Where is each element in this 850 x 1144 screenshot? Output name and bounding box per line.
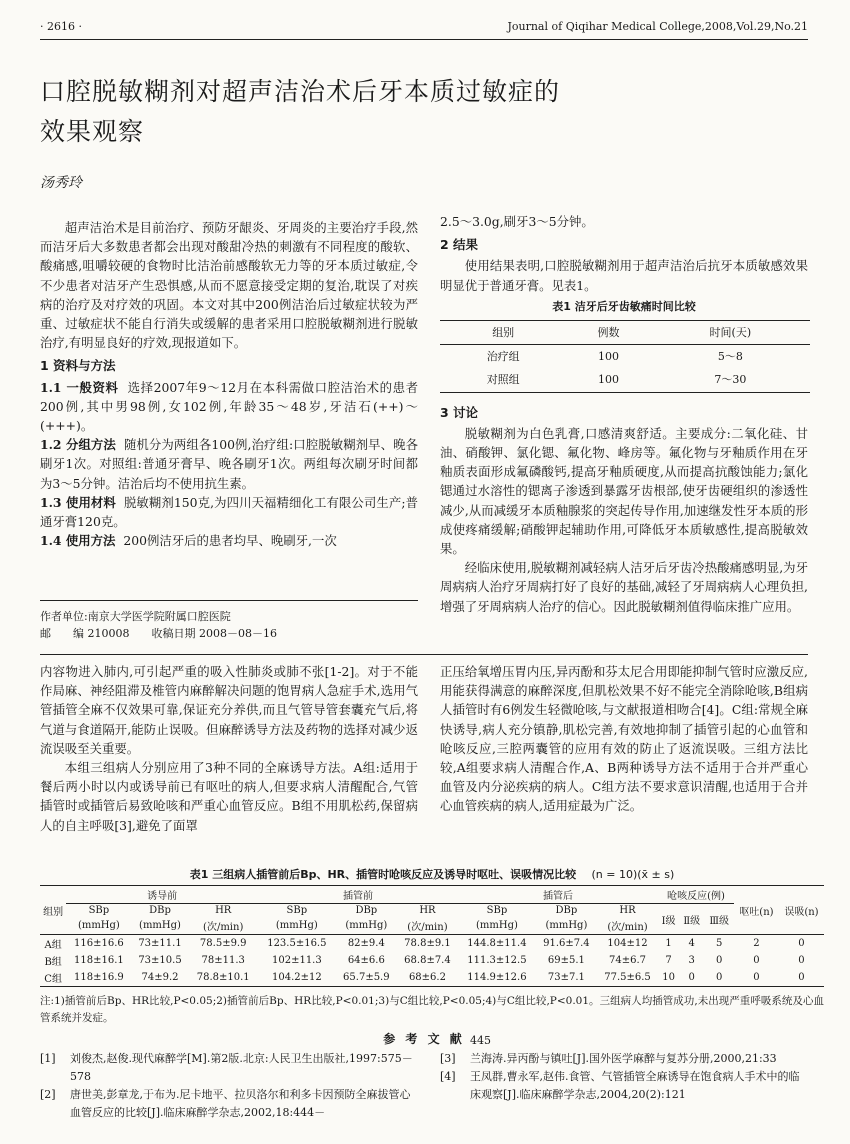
table-cell: 123.5±16.5	[267, 938, 327, 949]
lower-right-paragraph-1: 正压给氧增压胃内压,异丙酚和芬太尼合用即能抑制气管时应激反应,用能获得满意的麻醉深度,但肌松效果不好不能完全消除呛咳,B组病人插管时有6例发生轻微呛咳,与文献报道相吻合[4]。C组:常规全麻快诱导,病人充分镇静,肌松完善,有效地抑制了插管引起的心血管和呛咳反应,三腔两囊管的应用有效的防止了返流误吸。三组方法比较,A组要求病人清醒合作,A、B两种诱导方法不适用于合并严重心血管及内分泌疾病的病人。C组方法不要求意识清醒,也适用于合并心血管疾病的病人,适用症最为广泛。	[440, 664, 808, 814]
footnote-rule	[40, 600, 418, 601]
article-title	[40, 72, 660, 152]
table-row	[40, 969, 824, 987]
references-left	[40, 1050, 418, 1122]
section-1-1-head: 1.1 一般资料	[40, 379, 119, 395]
method-continuation: 2.5～3.0g,刷牙3～5分钟。	[440, 214, 594, 229]
title-line-1: 口腔脱敏糊剂对超声洁治术后牙本质过敏症的	[40, 77, 561, 106]
table-cell: 118±16.1	[74, 955, 124, 966]
reference-number: [1]	[40, 1052, 56, 1065]
results-paragraph: 使用结果表明,口腔脱敏糊剂用于超声洁治后抗牙本质敏感效果明显优于普通牙膏。见表1。	[440, 258, 808, 293]
table-cell: 0	[715, 955, 723, 966]
table-2-unit: (mmHg)	[545, 920, 588, 931]
reference-text: 刘俊杰,赵俊.现代麻醉学[M].第2版.北京:人民卫生出版社,1997:575－578	[70, 1052, 413, 1083]
table-cell: 74±6.7	[609, 955, 647, 966]
table-1-header: 组别	[492, 326, 515, 340]
table-cell: 102±11.3	[271, 955, 322, 966]
table-2-subheader: HR	[619, 905, 636, 916]
table-cell: 0	[798, 938, 805, 949]
table-cell: 78.5±9.9	[199, 938, 247, 949]
table-cell: 5～8	[717, 350, 743, 364]
table-2-subheader: HR	[215, 905, 232, 916]
reference-item	[440, 1068, 808, 1104]
footnote-affiliation: 作者单位:南京大学医学院附属口腔医院	[40, 610, 231, 623]
section-1-4-text: 200例洁牙后的患者均早、晚刷牙,一次	[123, 533, 337, 549]
reference-text: 445	[470, 1034, 491, 1047]
table-cell: 74±9.2	[141, 972, 179, 983]
reference-text: 兰海涛.异丙酚与镇吐[J].国外医学麻醉与复苏分册,2000,21:33	[470, 1052, 777, 1065]
table-cell: 68.8±7.4	[404, 955, 451, 966]
table-cell: 78.8±9.1	[404, 938, 451, 949]
section-1-2-text: 随机分为两组各100例,治疗组:口腔脱敏糊剂早、晚各刷牙1次。对照组:普通牙膏早、晚各刷牙1次。两组每次刷牙时间都为3～5分钟。洁治后均不使用抗生素。	[40, 437, 418, 491]
table-2-vomit-header: 呕吐(n)	[734, 886, 779, 935]
table-cell: 144.8±11.4	[467, 938, 527, 949]
table-cell: 对照组	[486, 373, 520, 387]
references-heading: 参 考 文 献	[383, 1032, 465, 1046]
table-1-header: 例数	[597, 326, 620, 340]
reference-text: 王凤群,曹永军,赵伟.食管、气管插管全麻诱导在饱食病人手术中的临床观察[J].临床麻醉学杂志,2004,20(2):121	[470, 1070, 800, 1101]
table-2-grade: Ⅱ级	[679, 904, 704, 935]
title-line-2: 效果观察	[40, 117, 145, 146]
table-cell: 3	[688, 955, 695, 966]
table-2-cough-header: 呛咳反应(例)	[658, 886, 734, 904]
reference-number: [2]	[40, 1088, 56, 1101]
journal-citation: Journal of Qiqihar Medical College,2008,Vol.29,No.21	[507, 20, 808, 33]
section-1-2-head: 1.2 分组方法	[40, 437, 116, 453]
table-2-period-header: 诱导前	[66, 886, 258, 904]
table-cell: 82±9.4	[347, 938, 385, 949]
table-cell: 104.2±12	[271, 972, 322, 983]
table-2-unit: (mmHg)	[275, 920, 318, 931]
lower-right-column	[440, 662, 808, 816]
table-row	[40, 952, 824, 969]
table-cell: 100	[598, 373, 620, 387]
references-right	[440, 1032, 808, 1104]
table-cell: 1	[665, 938, 672, 949]
table-cell: 64±6.6	[347, 955, 385, 966]
table-cell: 73±10.5	[138, 955, 182, 966]
lower-left-paragraph-1: 内容物进入肺内,可引起严重的吸入性肺炎或肺不张[1-2]。对于不能作局麻、神经阻滞及椎管内麻醉解决问题的饱胃病人急症手术,选用气管插管全麻不仅效果可靠,保证充分养供,而且气管导管套囊充气后,将气道与食道隔开,能防止误吸。但麻醉诱导方法及药物的选择对减少返流误吸至关重要。	[40, 664, 418, 756]
table-row	[40, 935, 824, 953]
table-2-grade: Ⅰ级	[658, 904, 679, 935]
table-cell: 10	[662, 972, 675, 983]
section-3-heading: 3 讨论	[440, 404, 479, 420]
footnote-postcode: 邮 编 210008 收稿日期 2008－08－16	[40, 627, 277, 640]
section-1-4	[40, 531, 418, 550]
discussion-paragraph-1: 脱敏糊剂为白色乳膏,口感清爽舒适。主要成分:二氧化硅、甘油、硝酸钾、氯化锶、氟化物、峰房等。氟化物与牙釉质作用在牙釉质表面形成氟磷酸钙,提高牙釉质硬度,从而提高抗酸蚀能力;氯化锶通过水溶性的锶离子渗透到暴露牙齿根部,使牙齿硬组织的渗透性减少,从而减缓牙本质釉腺浆的突起传导作用,加速继发性牙本质的形成使疼痛缓解;硝酸钾起辅助作用,可降低牙本质敏感性,提高脱敏效果。	[440, 425, 808, 557]
reference-number: [3]	[440, 1052, 456, 1065]
table-cell: 65.7±5.9	[343, 972, 390, 983]
table-2-period-header: 插管前	[258, 886, 458, 904]
table-2-unit: (mmHg)	[77, 920, 120, 931]
table-2-group-cell: A组	[44, 940, 62, 951]
table-2-unit: (mmHg)	[139, 920, 181, 931]
table-cell: 治疗组	[486, 350, 520, 364]
table-2-unit: (次/min)	[203, 922, 244, 933]
table-1	[440, 320, 810, 393]
reference-item	[440, 1032, 808, 1050]
table-cell: 0	[798, 955, 805, 966]
table-cell: 100	[598, 350, 620, 364]
table-row	[440, 345, 810, 369]
table-2-note: 注:1)插管前后Bp、HR比较,P<0.05;2)插管前后Bp、HR比较,P<0.01;3)与C组比较,P<0.05;4)与C组比较,P<0.01。三组病人均插管成功,未出现严重呼吸系统及心血管系统并发症。	[40, 995, 824, 1024]
right-column	[440, 212, 808, 616]
reference-number: [4]	[440, 1070, 456, 1083]
table-1-caption: 表1 洁牙后牙齿敏痛时间比较	[552, 299, 696, 313]
table-2	[40, 885, 824, 987]
table-cell: 69±5.1	[547, 955, 585, 966]
article-separator	[40, 654, 808, 655]
reference-item	[40, 1050, 418, 1086]
left-column	[40, 218, 418, 550]
table-cell: 2	[753, 938, 760, 949]
table-row	[440, 368, 810, 392]
reference-text: 唐世美,彭章龙,于布为.尼卡地平、拉贝洛尔和利多卡因预防全麻拔管心血管反应的比较[J].临床麻醉学杂志,2002,18:444－	[70, 1088, 411, 1119]
author: 汤秀玲	[40, 175, 82, 191]
table-cell: 0	[715, 972, 723, 983]
section-1-2	[40, 435, 418, 493]
lower-left-paragraph-2: 本组三组病人分别应用了3种不同的全麻诱导方法。A组:适用于餐后两小时以内或诱导前已有呕吐的病人,但要求病人清醒配合,气管插管时或插管后易致呛咳和严重心血管反应。B组不用肌松药,保留病人的自主呼吸[3],避免了面罩	[40, 760, 418, 833]
table-2-caption-stat: (n = 10)(x̄ ± s)	[591, 868, 675, 881]
table-2-subheader: SBp	[286, 905, 308, 916]
table-2-unit: (次/min)	[407, 922, 448, 933]
section-1-3-text: 脱敏糊剂150克,为四川天福精细化工有限公司生产;普通牙膏120克。	[40, 494, 418, 530]
section-1-heading: 1 资料与方法	[40, 358, 116, 374]
table-cell: 68±6.2	[408, 972, 446, 983]
table-cell: 73±7.1	[547, 972, 585, 983]
table-cell: 0	[753, 955, 760, 966]
table-cell: 77.5±6.5	[604, 972, 651, 983]
table-2-subheader: DBp	[555, 905, 578, 916]
table-2-unit: (次/min)	[607, 922, 648, 933]
section-1-4-head: 1.4 使用方法	[40, 533, 116, 549]
table-2-subheader: SBp	[88, 905, 110, 916]
table-cell: 7～30	[714, 373, 747, 387]
author-footnote	[40, 608, 418, 642]
table-cell: 104±12	[607, 938, 648, 949]
table-cell: 5	[715, 938, 723, 949]
table-2-period-header: 插管后	[458, 886, 658, 904]
table-cell: 0	[688, 972, 695, 983]
table-2-caption	[40, 866, 824, 882]
table-2-body	[40, 935, 824, 987]
table-1-header: 时间(天)	[709, 326, 752, 340]
table-cell: 78±11.3	[201, 955, 245, 966]
table-2-unit: (mmHg)	[345, 920, 388, 931]
table-cell: 111.3±12.5	[467, 955, 527, 966]
table-2-group-header: 组别	[40, 886, 66, 935]
section-2-heading: 2 结果	[440, 237, 479, 253]
table-2-block	[40, 866, 824, 1027]
table-cell: 114.9±12.6	[467, 972, 527, 983]
table-2-unit: (mmHg)	[475, 920, 518, 931]
section-1-3-head: 1.3 使用材料	[40, 494, 116, 510]
table-2-caption-text: 表1 三组病人插管前后Bp、HR、插管时呛咳反应及诱导时呕吐、误吸情况比较	[189, 868, 577, 881]
header-rule	[40, 39, 808, 40]
table-2-group-cell: C组	[44, 974, 62, 985]
table-cell: 0	[798, 972, 805, 983]
table-2-grade: Ⅲ级	[704, 904, 734, 935]
table-cell: 78.8±10.1	[196, 972, 250, 983]
table-cell: 0	[753, 972, 760, 983]
reference-item	[440, 1050, 808, 1068]
table-cell: 7	[665, 955, 672, 966]
section-1-1-text: 选择2007年9～12月在本科需做口腔洁治术的患者200例,其中男98例,女102例,年龄35～48岁,牙洁石(++)～(+++)。	[40, 379, 418, 434]
table-cell: 73±11.1	[138, 938, 182, 949]
reference-item	[40, 1086, 418, 1122]
table-2-subheader: SBp	[486, 905, 508, 916]
table-cell: 91.6±7.4	[543, 938, 590, 949]
section-1-3	[40, 493, 418, 531]
table-cell: 4	[688, 938, 695, 949]
table-cell: 116±16.6	[74, 938, 124, 949]
table-2-subheader: DBp	[149, 905, 171, 916]
discussion-paragraph-2: 经临床使用,脱敏糊剂减轻病人洁牙后牙齿冷热酸痛感明显,为牙周病病人治疗牙周病打好了良好的基础,减轻了牙周病病人心理负担,增强了牙周病病人治疗的信心。因此脱敏糊剂值得临床推广应用。	[440, 560, 808, 614]
table-2-aspiration-header: 误吸(n)	[779, 886, 824, 935]
table-2-subheader: HR	[419, 905, 436, 916]
table-2-subheader: DBp	[355, 905, 378, 916]
table-2-group-cell: B组	[44, 957, 62, 968]
table-cell: 118±16.9	[74, 972, 124, 983]
lower-left-column	[40, 662, 418, 835]
section-1-1	[40, 378, 418, 436]
page-number: · 2616 ·	[40, 20, 82, 33]
intro-paragraph: 超声洁治术是目前治疗、预防牙龈炎、牙周炎的主要治疗手段,然而洁牙后大多数患者都会出现对酸甜冷热的刺激有不同程度的酸软、酸痛感,咀嚼较硬的食物时比洁治前感酸软无力等的牙本质过敏症,令不少患者对洁牙产生恐惧感,从而不愿意接受定期的复治,耽误了对疾病的治疗及对疗效的巩固。本文对其中200例洁治后过敏症状较为严重、过敏症状不能自行消失或缓解的患者采用口腔脱敏糊剂进行脱敏治疗,有明显良好的疗效,现报道如下。	[40, 220, 418, 351]
